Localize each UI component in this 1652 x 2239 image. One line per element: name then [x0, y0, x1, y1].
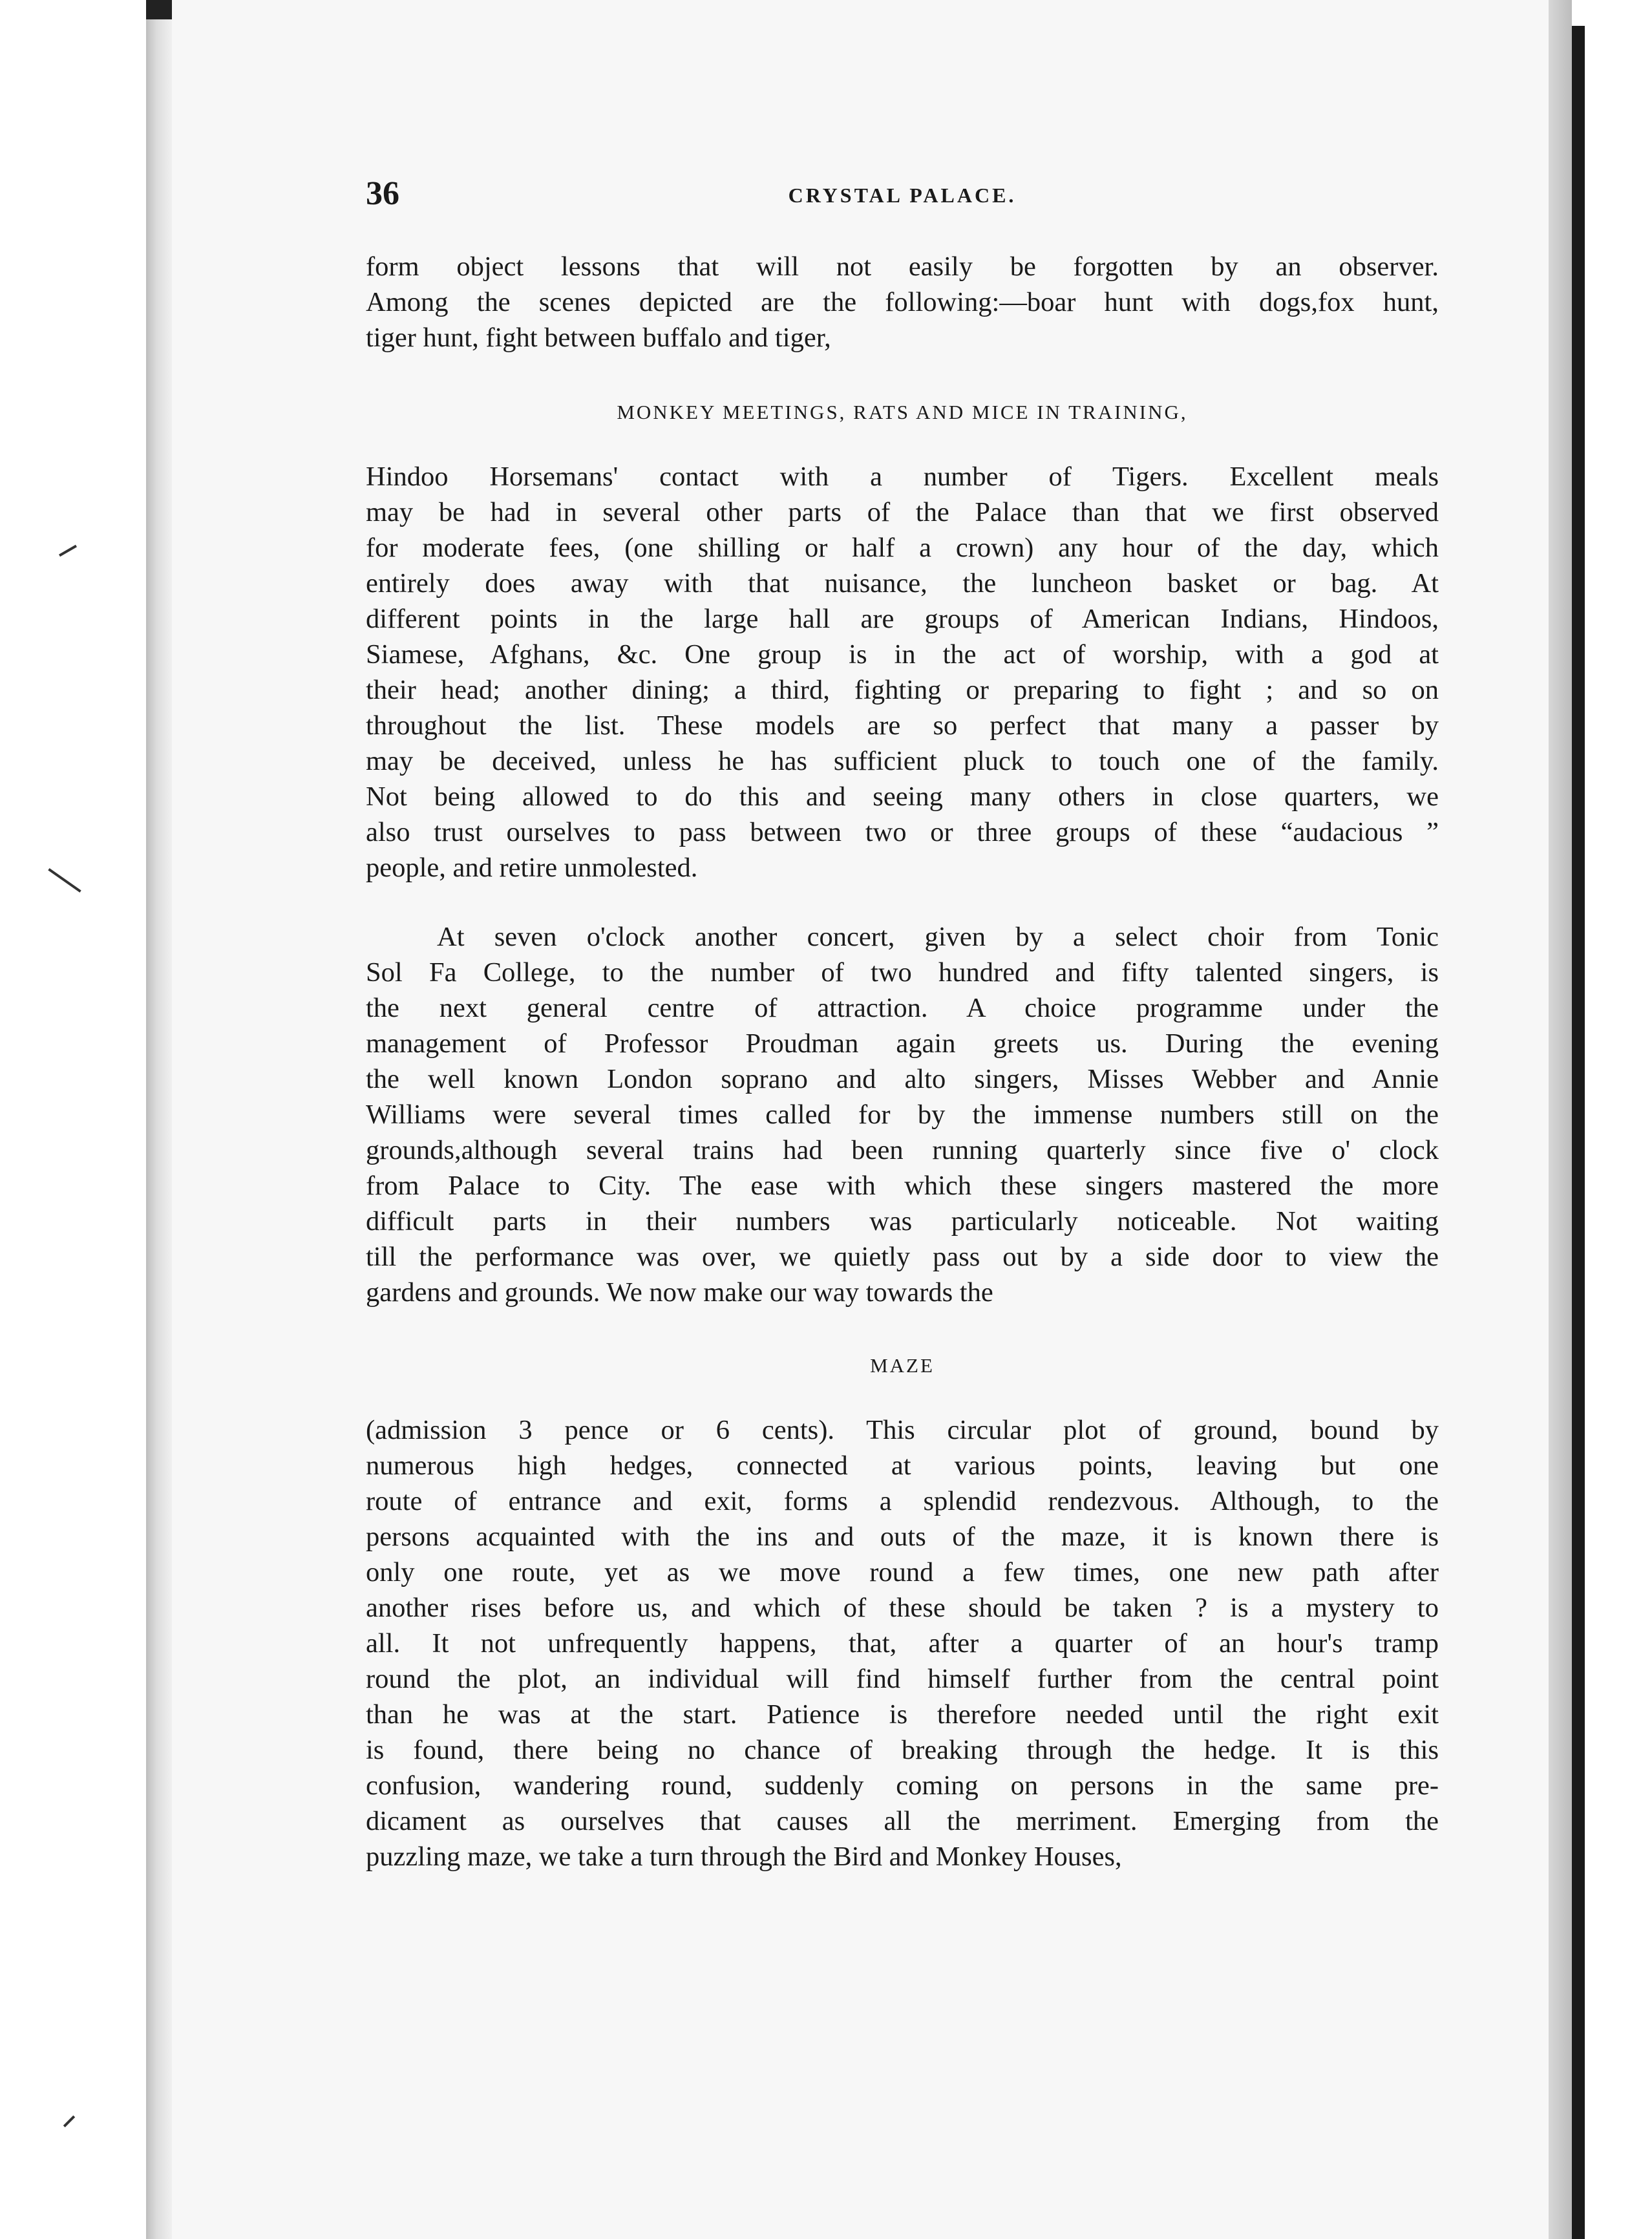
text-line: only one route, yet as we move round a few times, one new path after — [366, 1557, 1439, 1587]
text-line: may be had in several other parts of the Palace than that we first observed — [366, 497, 1439, 527]
text-line: numerous high hedges, connected at various points, leaving but one — [366, 1450, 1439, 1481]
scan-margin-left — [0, 0, 146, 2239]
text-line: Williams were several times called for by the immense numbers still on the — [366, 1099, 1439, 1130]
text-line: the well known London soprano and alto singers, Misses Webber and Annie — [366, 1064, 1439, 1094]
text-line: Hindoo Horsemans' contact with a number of Tigers. Excellent meals — [366, 462, 1439, 492]
paragraph-4 — [366, 1412, 1439, 1874]
scan-margin-right — [1585, 0, 1652, 2239]
text-line: gardens and grounds. We now make our way towards the — [366, 1277, 993, 1308]
text-line: may be deceived, unless he has sufficient pluck to touch one of the family. — [366, 746, 1439, 776]
text-line: difficult parts in their numbers was particularly noticeable. Not waiting — [366, 1206, 1439, 1236]
text-line: round the plot, an individual will find himself further from the central point — [366, 1664, 1439, 1694]
section-heading-monkey-meetings: MONKEY MEETINGS, RATS AND MICE IN TRAINING, — [617, 401, 1188, 423]
paragraph-1 — [366, 249, 1439, 355]
page-header — [366, 175, 1439, 226]
text-line: people, and retire unmolested. — [366, 853, 698, 883]
text-line: Among the scenes depicted are the following:—boar hunt with dogs,fox hunt, — [366, 287, 1439, 317]
text-line: persons acquainted with the ins and outs of the maze, it is known there is — [366, 1522, 1439, 1552]
text-line: all. It not unfrequently happens, that, after a quarter of an hour's tramp — [366, 1628, 1439, 1659]
text-line: for moderate fees, (one shilling or half a crown) any hour of the day, which — [366, 533, 1439, 563]
text-line: grounds,although several trains had been running quarterly since five o' clock — [366, 1135, 1439, 1165]
text-line: Not being allowed to do this and seeing many others in close quarters, we — [366, 781, 1439, 812]
paragraph-3 — [366, 919, 1439, 1310]
text-line: different points in the large hall are groups of American Indians, Hindoos, — [366, 604, 1439, 634]
text-line: from Palace to City. The ease with which these singers mastered the more — [366, 1171, 1439, 1201]
scan-edge-dark — [1572, 26, 1585, 2239]
text-line: the next general centre of attraction. A choice programme under the — [366, 993, 1439, 1023]
text-line: also trust ourselves to pass between two or three groups of these “audacious ” — [366, 817, 1439, 847]
text-line: route of entrance and exit, forms a splendid rendezvous. Although, to the — [366, 1486, 1439, 1516]
page-edge-right — [1549, 0, 1572, 2239]
section-heading-maze: MAZE — [870, 1354, 935, 1377]
text-line: than he was at the start. Patience is therefore needed until the right exit — [366, 1699, 1439, 1730]
text-line: confusion, wandering round, suddenly coming on persons in the same pre- — [366, 1770, 1439, 1801]
text-line: throughout the list. These models are so perfect that many a passer by — [366, 710, 1439, 741]
text-line: (admission 3 pence or 6 cents). This circular plot of ground, bound by — [366, 1415, 1439, 1445]
book-spine-shadow — [146, 0, 172, 2239]
text-line: management of Professor Proudman again greets us. During the evening — [366, 1028, 1439, 1059]
text-line: entirely does away with that nuisance, the luncheon basket or bag. At — [366, 568, 1439, 599]
text-line: tiger hunt, fight between buffalo and tiger, — [366, 323, 831, 353]
text-line: At seven o'clock another concert, given by a select choir from Tonic — [437, 922, 1439, 952]
text-line: is found, there being no chance of breaking through the hedge. It is this — [366, 1735, 1439, 1765]
text-line: another rises before us, and which of these should be taken ? is a mystery to — [366, 1593, 1439, 1623]
text-line: till the performance was over, we quietly pass out by a side door to view the — [366, 1242, 1439, 1272]
running-head: CRYSTAL PALACE. — [788, 184, 1017, 207]
text-line: puzzling maze, we take a turn through the Bird and Monkey Houses, — [366, 1841, 1122, 1872]
page-number: 36 — [366, 175, 399, 212]
paragraph-2 — [366, 459, 1439, 886]
text-line: their head; another dining; a third, fighting or preparing to fight ; and so on — [366, 675, 1439, 705]
text-line: Sol Fa College, to the number of two hundred and fifty talented singers, is — [366, 957, 1439, 988]
text-line: form object lessons that will not easily be forgotten by an observer. — [366, 251, 1439, 282]
text-line: Siamese, Afghans, &c. One group is in the act of worship, with a god at — [366, 639, 1439, 670]
text-line: dicament as ourselves that causes all the merriment. Emerging from the — [366, 1806, 1439, 1836]
